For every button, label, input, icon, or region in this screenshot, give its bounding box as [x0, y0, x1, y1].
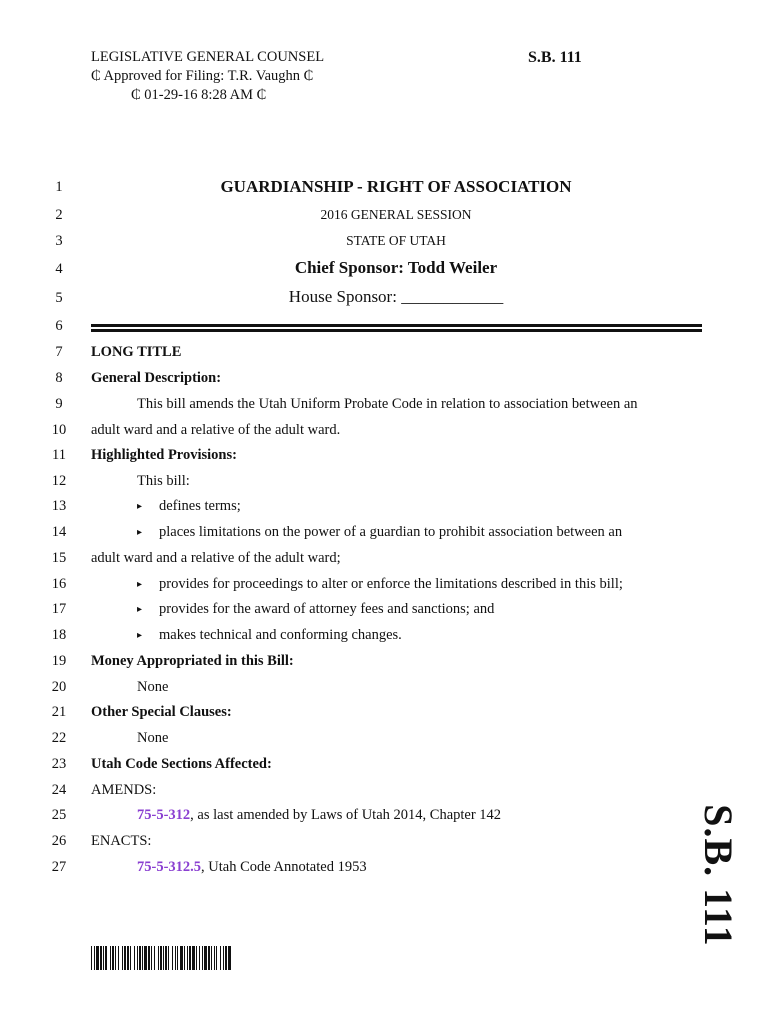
line-number: 20: [51, 679, 67, 695]
line-number: 21: [51, 704, 67, 720]
provision-continuation: adult ward and a relative of the adult ward;: [91, 550, 341, 566]
line-number: 24: [51, 782, 67, 798]
provision-item: ▸ defines terms;: [137, 498, 241, 514]
line-number: 25: [51, 807, 67, 823]
section-heading: Other Special Clauses:: [91, 704, 232, 720]
line-number: 1: [55, 179, 63, 195]
line-number: 17: [51, 601, 67, 617]
state-line: STATE OF UTAH: [346, 233, 446, 248]
section-heading: Highlighted Provisions:: [91, 447, 237, 463]
section-heading: Money Appropriated in this Bill:: [91, 653, 294, 669]
line-number: 4: [55, 261, 63, 277]
chief-sponsor: Chief Sponsor: Todd Weiler: [294, 258, 498, 277]
provision-item: ▸ provides for the award of attorney fees and sanctions; and: [137, 601, 495, 617]
line-number: 18: [51, 627, 67, 643]
title-divider: [91, 329, 702, 332]
provisions-intro: This bill:: [137, 473, 190, 489]
code-section-link[interactable]: 75-5-312: [137, 807, 191, 823]
line-number: 10: [51, 422, 67, 438]
line-number: 19: [51, 653, 67, 669]
line-number: 2: [55, 207, 63, 223]
bullet-icon: ▸: [137, 579, 143, 590]
code-section-link[interactable]: 75-5-312.5: [137, 859, 202, 875]
provision-item: ▸ places limitations on the power of a guardian to prohibit association between an: [137, 524, 623, 540]
house-sponsor: House Sponsor: ____________: [288, 287, 504, 306]
provision-item: ▸ makes technical and conforming changes.: [137, 627, 402, 643]
amends-label: AMENDS:: [91, 782, 157, 798]
line-number: 13: [51, 498, 67, 514]
description-text: adult ward and a relative of the adult ward.: [91, 422, 341, 438]
line-number: 3: [55, 233, 63, 249]
line-number: 6: [55, 318, 63, 334]
special-clauses-value: None: [137, 730, 169, 746]
line-number: 27: [51, 859, 67, 875]
filing-header: [91, 48, 324, 105]
affected-section: 75-5-312, as last amended by Laws of Utah 2014, Chapter 142: [137, 807, 502, 823]
bullet-icon: ▸: [137, 604, 143, 615]
line-number: 16: [51, 576, 67, 592]
approval-datetime: ₵ 01-29-16 8:28 AM ₵: [131, 87, 267, 103]
line-number: 15: [51, 550, 67, 566]
side-bill-label: S.B. 111: [695, 803, 741, 947]
session-line: 2016 GENERAL SESSION: [320, 207, 472, 222]
bill-number: S.B. 111: [528, 49, 582, 66]
line-number: 14: [51, 524, 67, 540]
affected-section: 75-5-312.5, Utah Code Annotated 1953: [137, 859, 367, 875]
line-number: 9: [55, 396, 63, 412]
title-divider: [91, 324, 702, 327]
bill-title: GUARDIANSHIP - RIGHT OF ASSOCIATION: [220, 177, 572, 196]
section-heading: LONG TITLE: [91, 344, 182, 360]
approval-stamp: ₵ Approved for Filing: T.R. Vaughn ₵: [91, 68, 314, 84]
line-number: 5: [55, 290, 63, 306]
line-number: 8: [55, 370, 63, 386]
barcode-icon: [91, 946, 231, 970]
provision-item: ▸ provides for proceedings to alter or enforce the limitations described in this bill;: [137, 576, 623, 592]
appropriation-value: None: [137, 679, 169, 695]
line-number: 7: [55, 344, 63, 360]
description-text: This bill amends the Utah Uniform Probate Code in relation to association between an: [137, 396, 638, 412]
section-heading: Utah Code Sections Affected:: [91, 756, 272, 772]
bullet-icon: ▸: [137, 501, 143, 512]
section-heading: General Description:: [91, 370, 222, 386]
office-name: LEGISLATIVE GENERAL COUNSEL: [91, 49, 325, 65]
line-number: 12: [51, 473, 67, 489]
line-number: 11: [52, 447, 66, 463]
bullet-icon: ▸: [137, 630, 143, 641]
bullet-icon: ▸: [137, 527, 143, 538]
line-number: 26: [51, 833, 67, 849]
line-number: 23: [51, 756, 67, 772]
line-number: 22: [51, 730, 67, 746]
enacts-label: ENACTS:: [91, 833, 152, 849]
